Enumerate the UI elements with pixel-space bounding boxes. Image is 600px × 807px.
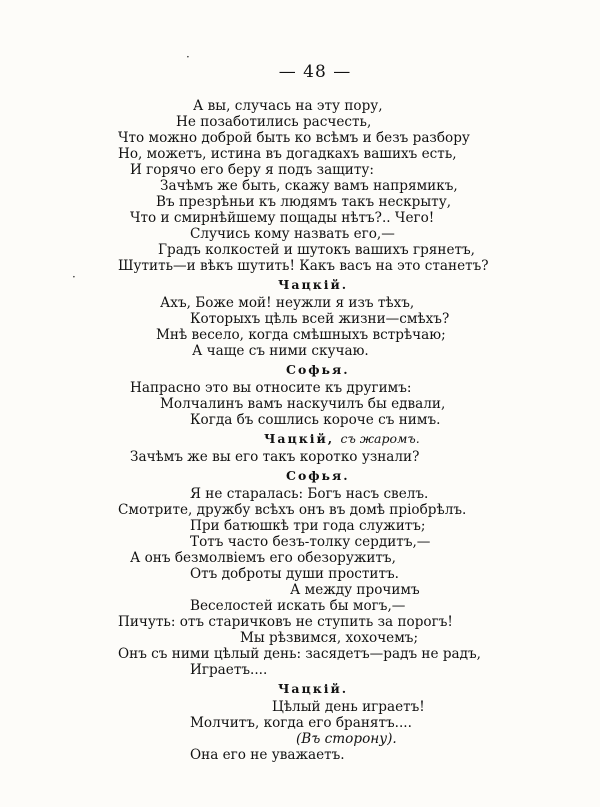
verse-line: Но, можетъ, истина въ догадкахъ вашихъ есть,	[118, 146, 457, 162]
verse-line: При батюшкѣ три года служитъ;	[190, 518, 426, 534]
verse-line: Въ презрѣньи къ людямъ такъ нескрыту,	[156, 194, 452, 210]
verse-line: Смотрите, дружбу всѣхъ онъ въ домѣ пріобрѣлъ.	[118, 502, 467, 518]
verse-line: А чаще съ ними скучаю.	[192, 343, 369, 359]
speaker-name: Софья.	[286, 362, 350, 377]
verse-line: Которыхъ цѣль всей жизни—смѣхъ?	[190, 311, 450, 327]
scan-speck: ·	[72, 270, 76, 284]
verse-line: И горячо его беру я подъ защиту:	[130, 162, 374, 178]
verse-line: Молчитъ, когда его бранятъ....	[190, 715, 412, 731]
verse-line: Она его не уважаетъ.	[190, 747, 345, 763]
verse-line: Не позаботились расчесть,	[176, 114, 372, 130]
verse-line: Я не старалась: Богъ насъ свелъ.	[190, 486, 429, 502]
speaker-label: Чацкій,	[264, 431, 335, 446]
verse-line: Веселостей искать бы могъ,—	[190, 598, 406, 614]
scan-speck: ·	[186, 50, 190, 64]
speaker-name	[264, 431, 420, 447]
verse-line: Случись кому назвать его,—	[190, 226, 395, 242]
verse-line: Градъ колкостей и шутокъ вашихъ грянетъ,	[158, 242, 475, 258]
verse-line: Молчалинъ вамъ наскучилъ бы едвали,	[160, 396, 446, 412]
verse-line: Зачѣмъ же быть, скажу вамъ напрямикъ,	[160, 178, 458, 194]
verse-line: Шутить—и вѣкъ шутить! Какъ васъ на это станетъ?	[118, 258, 489, 274]
verse-line: Онъ съ ними цѣлый день: засядетъ—радъ не радъ,	[118, 646, 481, 662]
verse-line: Пичуть: отъ старичковъ не ступить за порогъ!	[118, 614, 453, 630]
stage-direction: (Въ сторону).	[296, 731, 397, 747]
verse-line: Мнѣ весело, когда смѣшныхъ встрѣчаю;	[156, 327, 446, 343]
verse-line: Ахъ, Боже мой! неужли я изъ тѣхъ,	[160, 295, 415, 311]
verse-line: Когда бъ сошлись короче съ нимъ.	[190, 412, 441, 428]
verse-line: Цѣлый день играетъ!	[272, 699, 425, 715]
verse-line: Зачѣмъ же вы его такъ коротко узнали?	[130, 449, 420, 465]
verse-line: Тотъ часто безъ-толку сердитъ,—	[190, 534, 431, 550]
verse-line: Мы рѣзвимся, хохочемъ;	[240, 630, 419, 646]
verse-line: Что и смирнѣйшему пощады нѣтъ?.. Чего!	[130, 210, 435, 226]
verse-line: А онъ безмолвіемъ его обезоружитъ,	[130, 550, 396, 566]
page-number: — 48 —	[278, 62, 352, 82]
verse-line: Играетъ....	[190, 662, 268, 678]
verse-line: Что можно доброй быть ко всѣмъ и безъ разбору	[118, 130, 470, 146]
verse-line: А между прочимъ	[290, 582, 420, 598]
speaker-name: Софья.	[286, 468, 350, 483]
speaker-name: Чацкій.	[278, 277, 349, 292]
verse-line: А вы, случась на эту пору,	[193, 98, 383, 114]
stage-direction: съ жаромъ.	[340, 431, 420, 446]
verse-line: Напрасно это вы относите къ другимъ:	[130, 380, 412, 396]
speaker-name: Чацкій.	[278, 681, 349, 696]
verse-line: Отъ доброты души проститъ.	[190, 566, 399, 582]
